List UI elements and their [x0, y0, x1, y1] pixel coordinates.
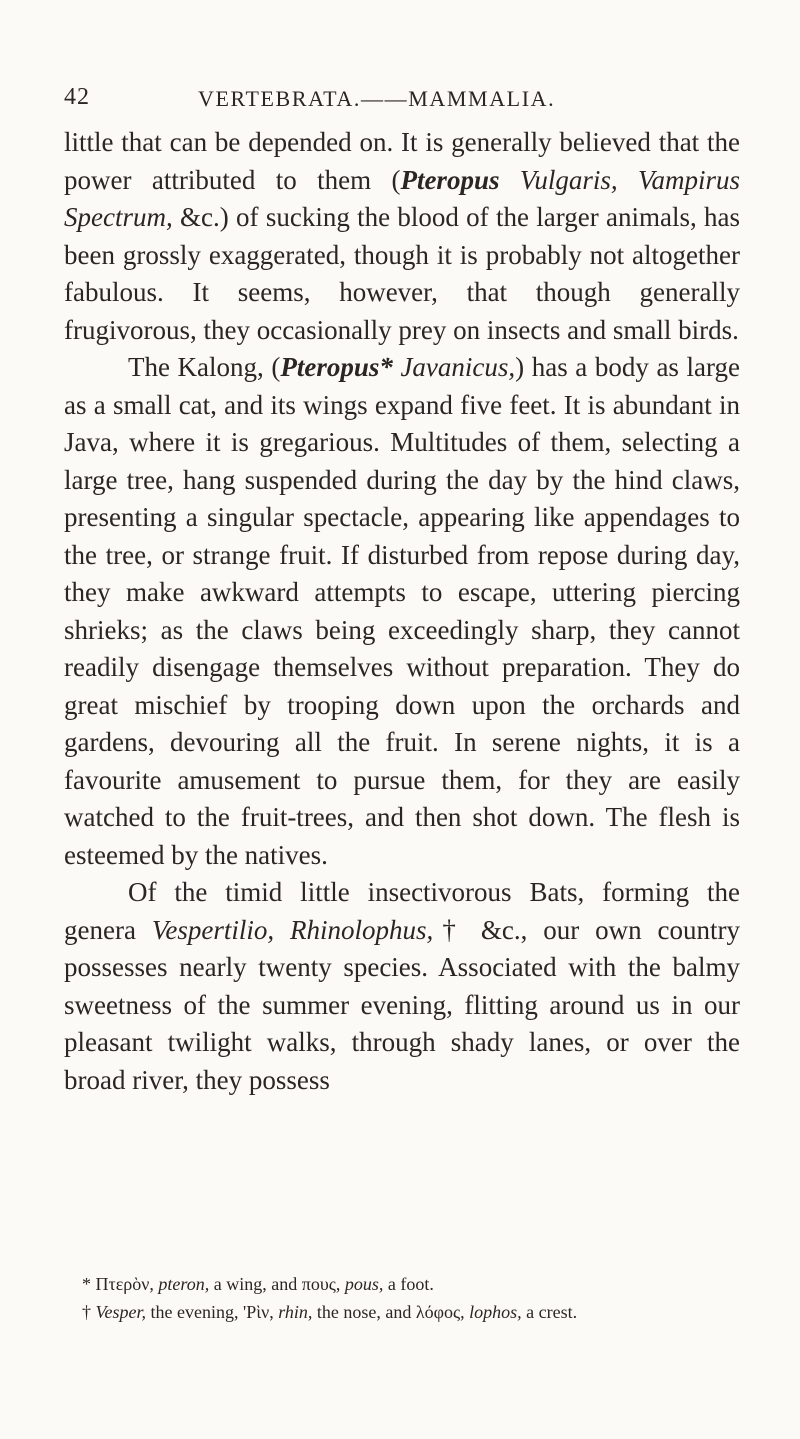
text-run: a crest. — [521, 1302, 578, 1322]
species-name: Pteropus — [400, 164, 500, 195]
text-run: † — [82, 1302, 96, 1322]
running-head: VERTEBRATA.——MAMMALIA. — [198, 86, 556, 111]
body-text — [64, 124, 740, 1099]
text-run: the nose, and λόφος, — [312, 1302, 470, 1322]
transliteration: pous, — [344, 1274, 384, 1294]
transliteration: Vesper, — [95, 1302, 146, 1322]
paragraph-2 — [64, 349, 740, 874]
text-run: Of the timid little insectivorous Bats, forming the genera — [64, 877, 740, 945]
paragraph-3 — [64, 874, 740, 1099]
text-run: a foot. — [383, 1274, 434, 1294]
footnote-2 — [64, 1298, 740, 1326]
text-run: &c., our own country possesses nearly twenty species. Associated with the balmy sweetness of the summer evening, flitting around us in our pleasant twilight walks, through shady lanes, or over the broad river, they possess — [64, 914, 741, 1095]
transliteration: rhin, — [278, 1302, 313, 1322]
text-run: * Πτερὸν, — [82, 1274, 159, 1294]
page-number: 42 — [64, 84, 90, 110]
transliteration: lophos, — [469, 1302, 522, 1322]
text-run: a wing, and πους, — [209, 1274, 345, 1294]
footnote-1 — [64, 1270, 740, 1298]
page-header — [64, 78, 740, 118]
species-name: Pteropus* — [280, 352, 393, 382]
species-name: Javanicus, — [400, 352, 516, 382]
text-run: the evening, 'Ρὶν, — [146, 1302, 279, 1322]
footnote-marker: † — [433, 914, 466, 945]
transliteration: pteron, — [158, 1274, 210, 1294]
species-name: Vulgaris, Vampirus Spectrum, — [64, 164, 741, 232]
footnotes — [64, 1270, 740, 1326]
text-run: ) has a body as large as a small cat, and its wings expand five feet. It is abundant in Java, where it is gregarious. Multitudes of them, selecting a large tree, hang suspended during the day by the hind claws, presenting a singular spectacle, appearing like appendages to the tree, or strange fruit. If disturbed from repose during day, they make awkward attempts to escape, uttering piercing shrieks; as the claws being exceedingly sharp, they cannot readily disengage themselves without preparation. They do great mischief by trooping down upon the orchards and gardens, devouring all the fruit. In serene nights, it is a favourite amusement to pursue them, for they are easily watched to the fruit-trees, and then shot down. The flesh is esteemed by the natives. — [64, 352, 740, 870]
text-run — [499, 165, 519, 195]
paragraph-1 — [64, 124, 740, 349]
text-run: &c.) of sucking the blood of the larger animals, has been grossly exaggerated, though it is probably not altogether fabulous. It seems, however, that though generally frugivorous, they occasionally prey on insects and small birds. — [64, 202, 740, 345]
genus-names: Vespertilio, Rhinolophus, — [151, 914, 434, 945]
text-run: The Kalong, ( — [128, 352, 281, 382]
text-run: little that can be depended on. It is generally believed that the power attributed to them ( — [64, 127, 740, 195]
